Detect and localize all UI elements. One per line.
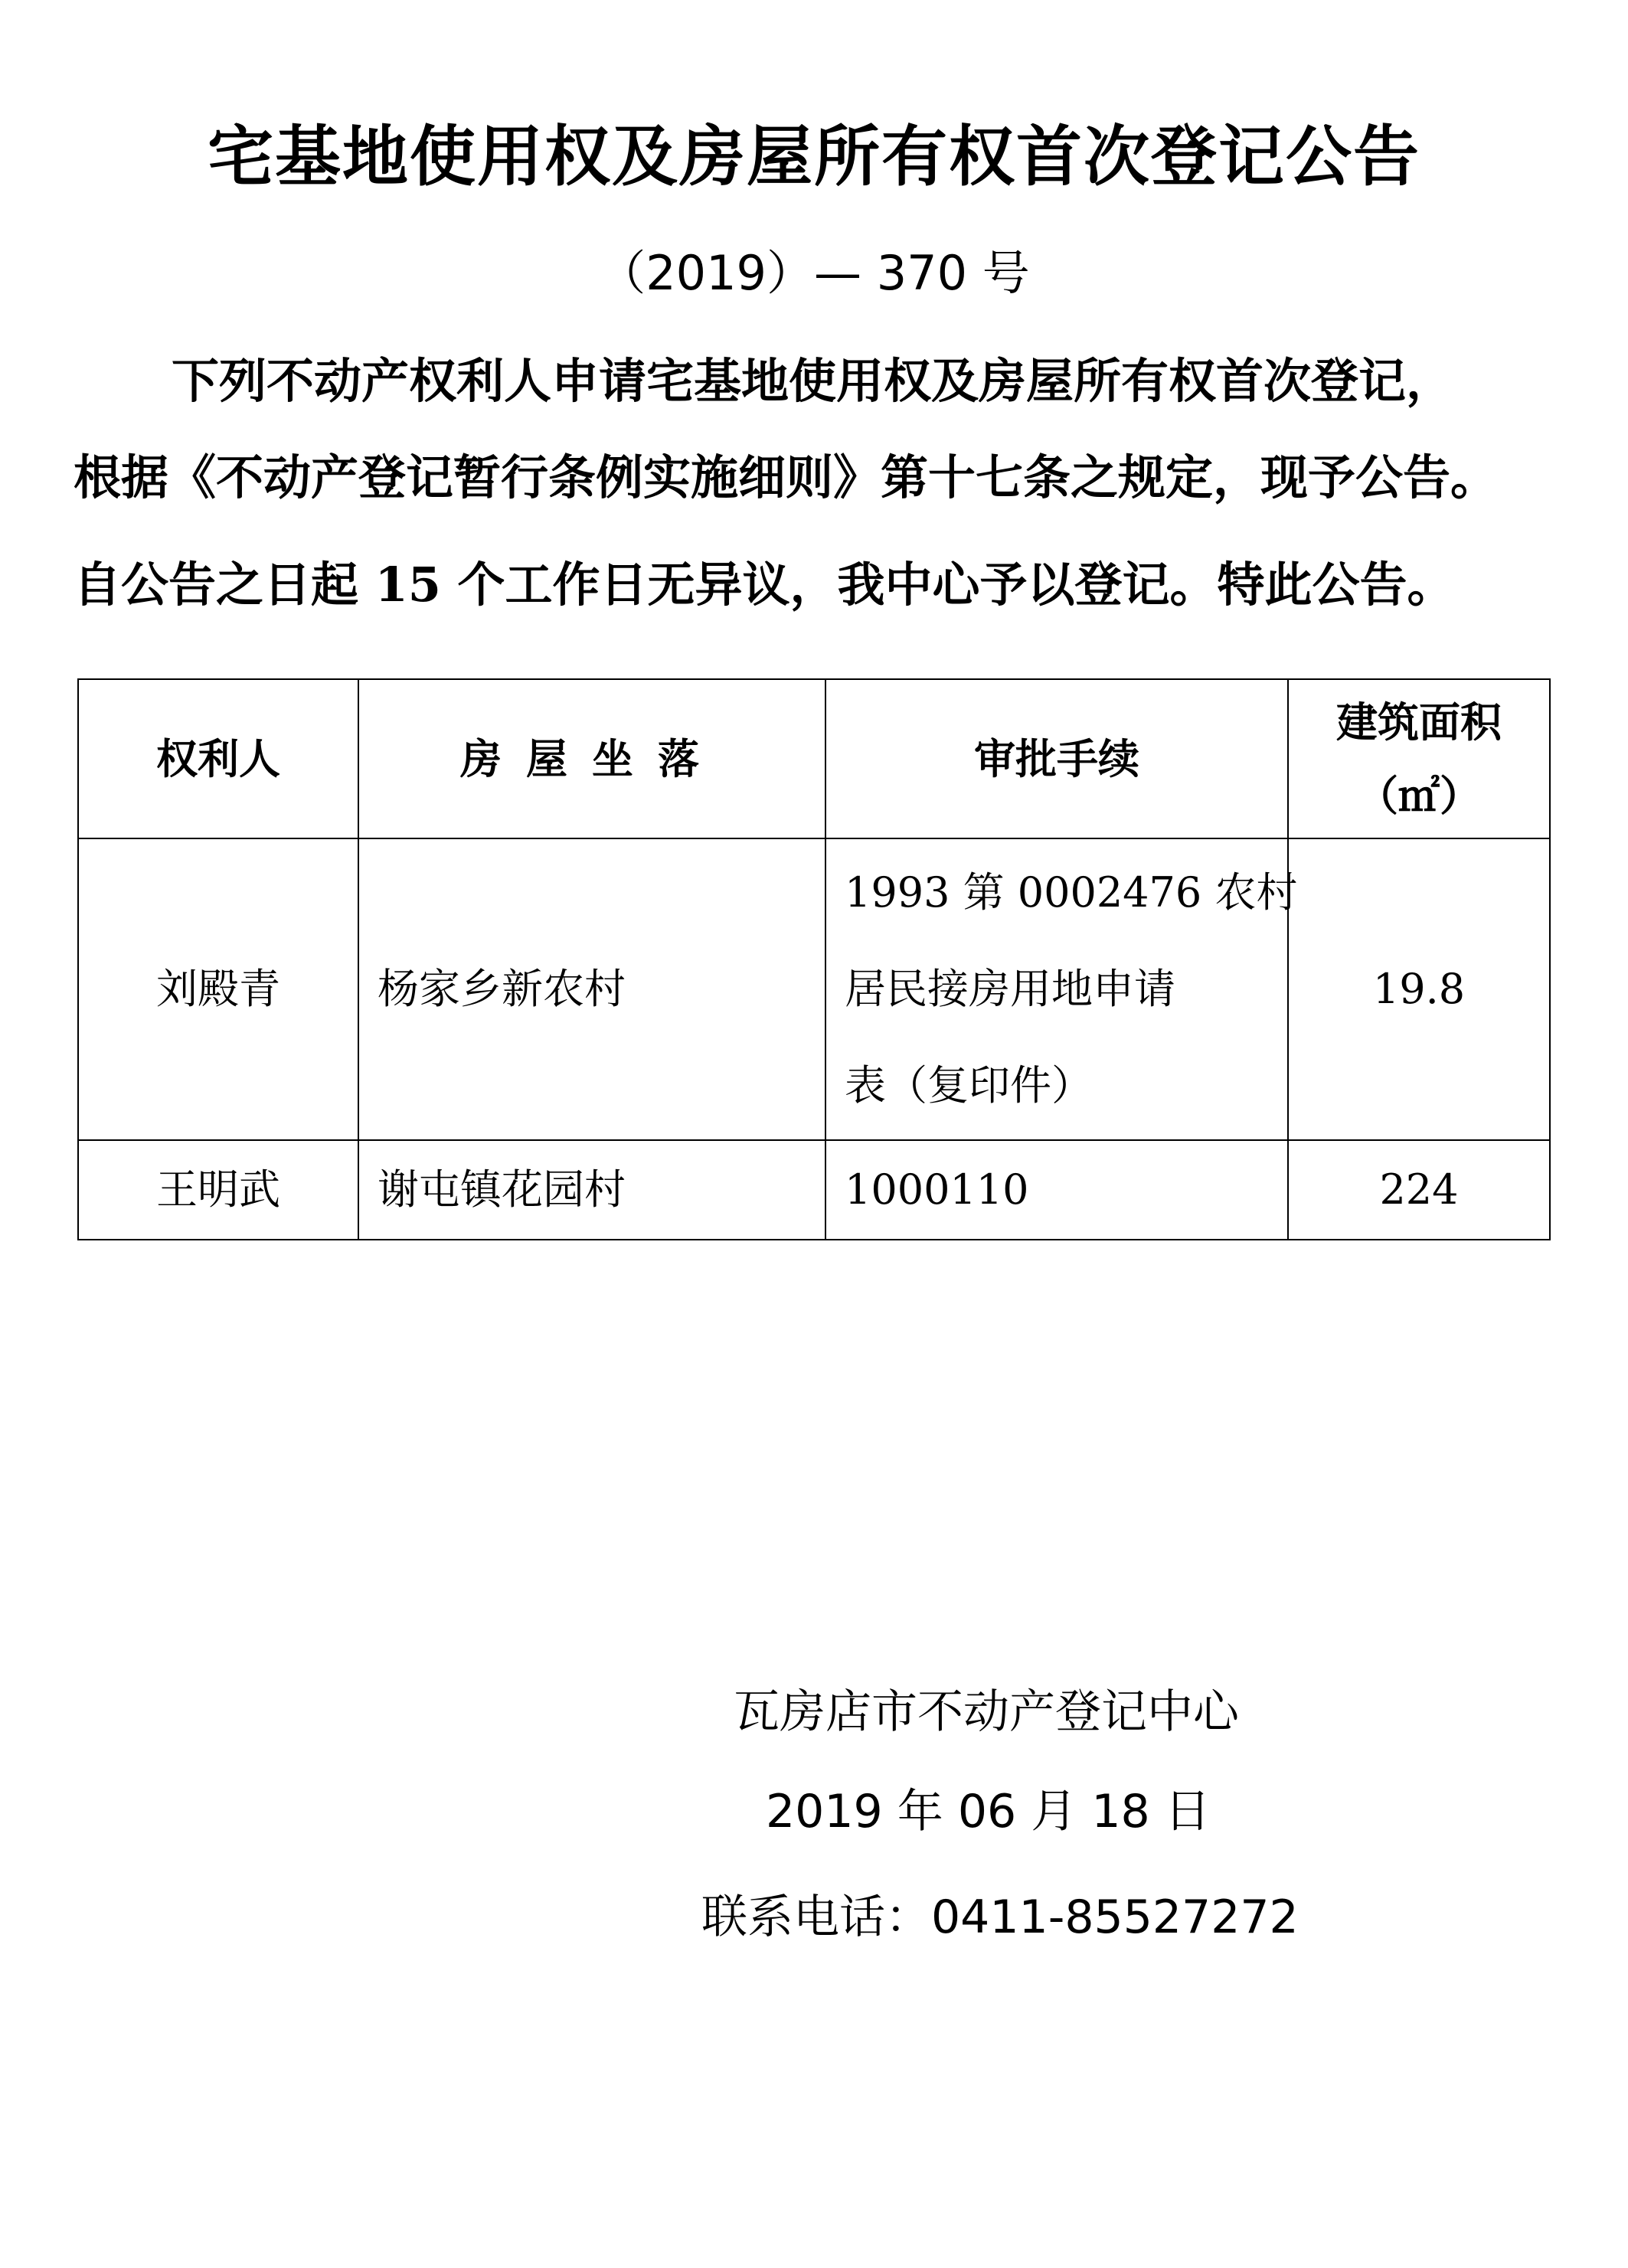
approval-cell — [825, 1140, 1288, 1240]
header-area-label: 建筑面积 — [1336, 698, 1502, 747]
area-cell: 224 — [1288, 1140, 1550, 1240]
location-cell: 谢屯镇花园村 — [358, 1140, 825, 1240]
header-holder: 权利人 — [78, 679, 358, 838]
approval-line: 1993 第 0002476 农村 — [845, 868, 1298, 917]
contact-phone: 联系电话：0411-85527272 — [701, 1891, 1299, 1944]
issuing-organization: 瓦房店市不动产登记中心 — [734, 1685, 1239, 1739]
area-cell: 19.8 — [1288, 838, 1550, 1140]
approval-line: 1000110 — [845, 1165, 1029, 1214]
location-cell: 杨家乡新农村 — [358, 838, 825, 1140]
table-row — [78, 838, 1550, 1140]
notice-title: 宅基地使用权及房屋所有权首次登记公告 — [208, 119, 1420, 195]
paragraph-line-3: 自公告之日起 15 个工作日无异议，我中心予以登记。特此公告。 — [74, 557, 1455, 613]
approval-line: 表（复印件） — [845, 1061, 1093, 1109]
holder-cell: 刘殿青 — [78, 838, 358, 1140]
paragraph-line-2: 根据《不动产登记暂行条例实施细则》第十七条之规定，现予公告。 — [74, 449, 1499, 505]
header-location: 房屋坐落 — [358, 679, 825, 838]
header-area-unit: （㎡） — [1357, 771, 1481, 820]
header-approval: 审批手续 — [825, 679, 1288, 838]
header-area — [1288, 679, 1550, 838]
document-number: （2019）— 370 号 — [598, 245, 1030, 301]
paragraph-line-1: 下列不动产权利人申请宅基地使用权及房屋所有权首次登记， — [172, 353, 1454, 409]
table-header-row — [78, 679, 1550, 838]
issue-date: 2019 年 06 月 18 日 — [766, 1785, 1211, 1838]
approval-cell — [825, 838, 1298, 1140]
holder-cell: 王明武 — [78, 1140, 358, 1240]
registration-table — [77, 678, 1551, 1240]
table-row — [78, 1140, 1550, 1240]
approval-line: 居民接房用地申请 — [845, 965, 1175, 1013]
